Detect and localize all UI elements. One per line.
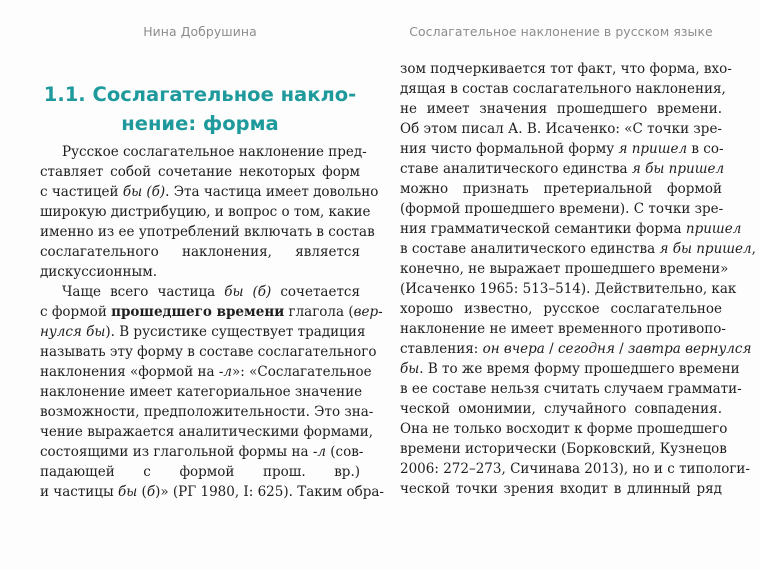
text-line bbox=[40, 302, 383, 322]
text-line bbox=[40, 262, 360, 282]
text-run: ставе аналитического единства bbox=[400, 161, 632, 177]
text-line bbox=[400, 419, 728, 439]
italic-text: бы bbox=[118, 484, 138, 500]
text-run: наклонение имеет категориальное значение bbox=[40, 384, 363, 400]
italic-text: бы bbox=[400, 361, 420, 377]
text-line bbox=[40, 422, 374, 442]
text-line bbox=[400, 99, 722, 119]
text-run: ческой омонимии, случайного совпадения. bbox=[400, 401, 722, 417]
text-run: / bbox=[544, 341, 558, 357]
running-head-author: Нина Добрушина bbox=[143, 24, 257, 39]
text-run: зом подчеркивается тот факт, что форма, вхо- bbox=[400, 61, 732, 77]
section-heading-line: 1.1. Сослагательное накло- bbox=[43, 83, 357, 106]
text-run: возможности, предположительности. Это зна- bbox=[40, 404, 374, 420]
text-run: ния грамматической семантики форма bbox=[400, 221, 686, 237]
text-run: конечно, не выражает прошедшего времени» bbox=[400, 261, 729, 277]
text-line bbox=[400, 359, 740, 379]
text-line bbox=[40, 162, 360, 182]
italic-text: я бы пришел bbox=[631, 161, 725, 177]
text-line bbox=[40, 442, 364, 462]
text-line bbox=[400, 299, 722, 319]
text-line bbox=[400, 479, 722, 499]
text-line bbox=[400, 59, 732, 79]
text-run: Она не только восходит к форме прошедшего bbox=[400, 421, 728, 437]
left-page bbox=[40, 0, 384, 570]
text-run: именно из ее употреблений включать в состав bbox=[40, 224, 375, 240]
italic-text: я пришел bbox=[618, 141, 688, 157]
text-run: в со- bbox=[687, 141, 724, 157]
text-run: наклонение не имеет временного противопо- bbox=[400, 321, 726, 337]
text-line bbox=[40, 222, 375, 242]
text-line bbox=[400, 399, 722, 419]
text-line bbox=[40, 242, 360, 262]
italic-text: завтра вернулся bbox=[628, 341, 752, 357]
italic-text: пришел bbox=[685, 221, 742, 237]
text-run: Об этом писал А. В. Исаченко: «С точки зре- bbox=[400, 121, 722, 137]
italic-text: -л bbox=[312, 444, 326, 460]
text-run: дящая в состав сослагательного наклонения, bbox=[400, 81, 726, 97]
text-run: 2006: 272–273, Сичинава 2013), но и с типологи- bbox=[400, 461, 750, 477]
text-line bbox=[40, 462, 360, 482]
text-run: , bbox=[751, 241, 756, 257]
text-run: ния чисто формальной форму bbox=[400, 141, 619, 157]
running-head-title: Сослагательное наклонение в русском языке bbox=[409, 24, 713, 39]
text-run: можно признать претериальной формой bbox=[400, 181, 722, 197]
text-run: падающей с формой прош. вр.) bbox=[40, 464, 360, 480]
text-line bbox=[400, 159, 725, 179]
text-line bbox=[400, 239, 756, 259]
text-run: . Эта частица имеет довольно bbox=[165, 184, 379, 200]
text-line bbox=[400, 439, 727, 459]
text-run: Русское сослагательное наклонение пред- bbox=[62, 144, 367, 160]
text-run: состоящими из глагольной формы на bbox=[40, 444, 313, 460]
italic-text: нулся бы bbox=[40, 324, 106, 340]
text-line bbox=[400, 319, 726, 339]
text-run: ческой точки зрения входит в длинный ряд bbox=[400, 481, 722, 497]
text-line bbox=[40, 342, 377, 362]
text-run: чение выражается аналитическими формами, bbox=[40, 424, 374, 440]
text-run: глагола ( bbox=[284, 304, 354, 320]
text-run: / bbox=[614, 341, 629, 357]
text-run: времени исторически (Борковский, Кузнецов bbox=[400, 441, 727, 457]
text-line bbox=[40, 182, 379, 202]
section-heading bbox=[40, 80, 360, 138]
text-run: широкую дистрибуцию, и вопрос о том, какие bbox=[40, 204, 371, 220]
text-run: с формой bbox=[40, 304, 112, 320]
italic-text: бы (б) bbox=[122, 184, 166, 200]
text-run: в составе аналитического единства bbox=[400, 241, 660, 257]
text-line bbox=[40, 402, 374, 422]
italic-text: вер- bbox=[353, 304, 383, 320]
text-run: ). В русистике существует традиция bbox=[105, 324, 366, 340]
text-run: называть эту форму в составе сослагательного bbox=[40, 344, 377, 360]
text-run: и частицы bbox=[40, 484, 119, 500]
text-run: . В то же время форму прошедшего времени bbox=[419, 361, 740, 377]
text-line bbox=[400, 79, 726, 99]
text-run: (Исаченко 1965: 513–514). Действительно, как bbox=[400, 281, 737, 297]
text-run: (сов- bbox=[325, 444, 364, 460]
italic-text: он вчера bbox=[482, 341, 545, 357]
text-run: наклонения «формой на bbox=[40, 364, 219, 380]
italic-text: я бы пришел bbox=[659, 241, 752, 257]
text-run: не имеет значения прошедшего времени. bbox=[400, 101, 722, 117]
text-line bbox=[400, 179, 722, 199]
text-line bbox=[400, 199, 722, 219]
italic-text: бы (б) bbox=[224, 284, 272, 300]
text-line bbox=[40, 322, 366, 342]
text-line bbox=[400, 119, 722, 139]
italic-text: -л bbox=[218, 364, 233, 380]
text-run: сослагательного наклонения, является bbox=[40, 244, 360, 260]
text-line bbox=[40, 482, 384, 502]
text-run: ставляет собой сочетание некоторых форм bbox=[40, 164, 360, 180]
text-run: (формой прошедшего времени). С точки зре- bbox=[400, 201, 724, 217]
text-line bbox=[40, 202, 371, 222]
bold-text: прошедшего времени bbox=[111, 304, 285, 320]
text-run: Чаще всего частица bbox=[62, 284, 225, 300]
text-run: в ее составе нельзя считать случаем граммати- bbox=[400, 381, 742, 397]
text-line bbox=[40, 362, 372, 382]
text-run: »: «Сослагательное bbox=[232, 364, 372, 380]
text-run: с частицей bbox=[40, 184, 123, 200]
text-line bbox=[400, 339, 752, 359]
text-line bbox=[400, 279, 737, 299]
italic-text: б bbox=[146, 484, 156, 500]
text-run: сочетается bbox=[271, 284, 360, 300]
text-line bbox=[400, 459, 750, 479]
text-line bbox=[400, 139, 722, 159]
italic-text: сегодня bbox=[558, 341, 615, 357]
text-line bbox=[400, 379, 742, 399]
text-run: ставления: bbox=[400, 341, 483, 357]
text-run: хорошо известно, русское сослагательное bbox=[400, 301, 722, 317]
text-run: ( bbox=[137, 484, 147, 500]
left-page-body bbox=[40, 142, 384, 502]
right-page-body bbox=[400, 59, 756, 499]
text-line bbox=[40, 282, 360, 302]
text-run: )» (РГ 1980, I: 625). Таким обра- bbox=[155, 484, 384, 500]
section-heading-line: нение: форма bbox=[121, 112, 279, 135]
right-page bbox=[400, 0, 756, 570]
text-run: дискуссионным. bbox=[40, 264, 158, 280]
text-line bbox=[40, 382, 363, 402]
text-line bbox=[400, 259, 729, 279]
text-line bbox=[400, 219, 742, 239]
text-line bbox=[40, 142, 367, 162]
